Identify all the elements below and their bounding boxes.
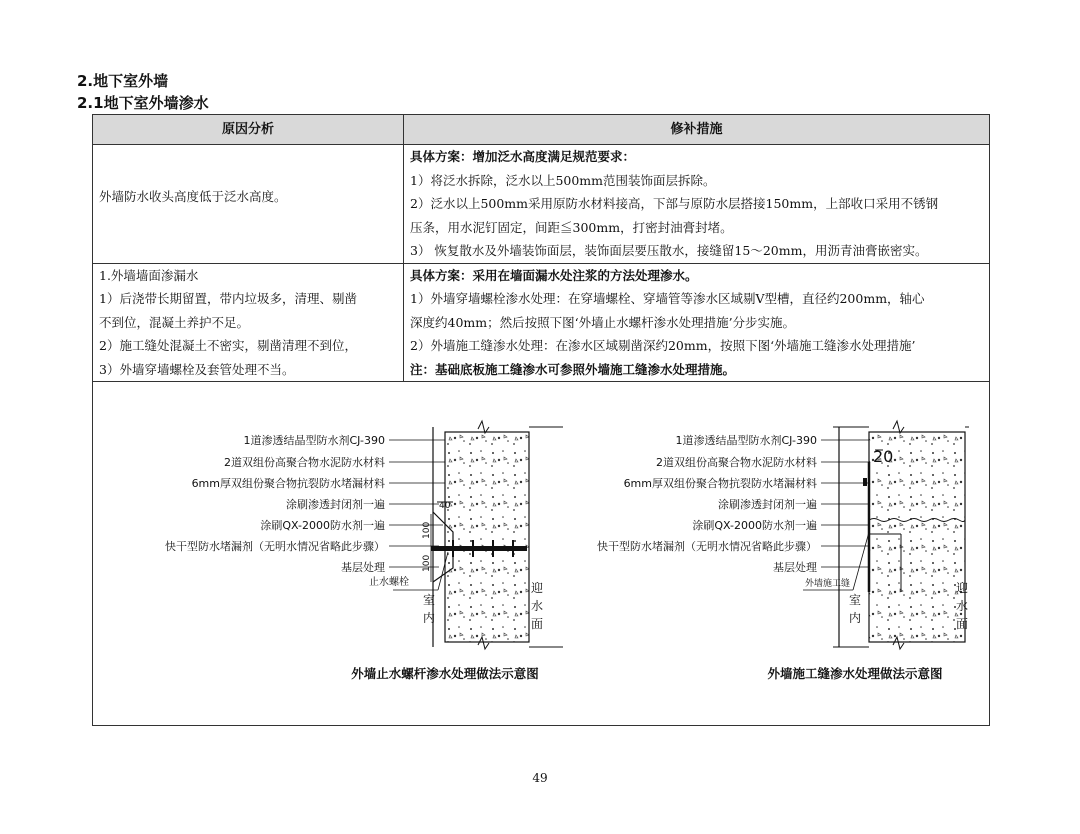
row2-step: 1）外墙穿墙螺栓渗水处理：在穿墙螺栓、穿墙管等渗水区域剔V型槽，直径约200mm，轴心 xyxy=(410,291,925,306)
row2-step: 2）外墙施工缝渗水处理：在渗水区域剔凿深约20mm，按照下图‘外墙施工缝渗水处理措施’ xyxy=(410,338,916,353)
row2-cause-line: 3）外墙穿墙螺栓及套管处理不当。 xyxy=(99,361,295,377)
row2-cause-line: 1.外墙墙面渗漏水 xyxy=(99,267,199,283)
row2-cause-line: 1）后浇带长期留置，带内垃圾多，清理、剔凿 xyxy=(99,291,357,306)
row1-plan-title: 具体方案：增加泛水高度满足规范要求： xyxy=(410,149,636,164)
left-wall xyxy=(445,432,529,642)
left-layer-6: 快干型防水堵漏剂（无明水情况省略此步骤） xyxy=(165,540,385,553)
row1-step: 2）泛水以上500mm采用原防水材料接高，下部与原防水层搭接150mm，上部收口采用不锈钢 xyxy=(410,196,939,211)
right-layer-1: 1道渗透结晶型防水剂CJ-390 xyxy=(675,434,817,447)
page-number: 49 xyxy=(532,771,548,785)
right-water-face-3: 面 xyxy=(956,617,969,631)
left-layer-4: 涂刷渗透封闭剂一遍 xyxy=(286,498,385,511)
detail-drawings xyxy=(93,382,989,717)
row2-cause-line: 2）施工缝处混凝土不密实，剔凿清理不到位， xyxy=(99,338,357,353)
left-drawing xyxy=(165,421,563,681)
row2-measures xyxy=(404,263,990,382)
right-water-face-1: 迎 xyxy=(956,581,969,595)
row2-note: 注：基础底板施工缝渗水可参照外墙施工缝渗水处理措施。 xyxy=(410,361,736,377)
row1-measures xyxy=(404,145,990,264)
section-heading: 2.地下室外墙 xyxy=(77,72,169,90)
left-caption: 外墙止水螺杆渗水处理做法示意图 xyxy=(351,666,539,681)
left-indoor-1: 室 xyxy=(423,593,436,607)
row1-cause-text: 外墙防水收头高度低于泛水高度。 xyxy=(99,189,287,204)
right-water-face-2: 水 xyxy=(956,599,969,613)
row1-step: 1）将泛水拆除，泛水以上500mm范围装饰面层拆除。 xyxy=(410,172,716,188)
bolt-label: 止水螺栓 xyxy=(369,577,409,588)
dim-40: 40 xyxy=(439,501,451,511)
right-layer-3: 6mm厚双组份聚合物抗裂防水堵漏材料 xyxy=(623,477,817,490)
left-layer-3: 6mm厚双组份聚合物抗裂防水堵漏材料 xyxy=(191,477,385,490)
left-water-face-1: 迎 xyxy=(531,581,544,595)
left-layer-2: 2道双组份高聚合物水泥防水材料 xyxy=(224,456,385,469)
dim-100a: 100 xyxy=(422,521,432,539)
subsection-heading: 2.1地下室外墙渗水 xyxy=(77,94,209,112)
left-water-face-3: 面 xyxy=(531,617,544,631)
right-layer-5: 涂刷QX-2000防水剂一遍 xyxy=(692,519,817,532)
row1-step: 压条，用水泥钉固定，间距≦300mm，打密封油膏封堵。 xyxy=(410,219,733,235)
right-drawing xyxy=(597,421,969,681)
row1-step: 3） 恢复散水及外墙装饰面层，装饰面层要压散水，接缝留15～20mm，用沥青油膏嵌密实。 xyxy=(410,243,928,258)
right-layer-4: 涂刷渗透封闭剂一遍 xyxy=(718,498,817,511)
left-water-face-2: 水 xyxy=(531,599,544,613)
left-layer-1: 1道渗透结晶型防水剂CJ-390 xyxy=(243,434,385,447)
table-header-row xyxy=(93,115,990,145)
row2-cause xyxy=(93,263,404,382)
right-caption: 外墙施工缝渗水处理做法示意图 xyxy=(767,666,943,681)
right-layer-7: 基层处理 xyxy=(773,561,817,574)
header-measures: 修补措施 xyxy=(404,115,990,145)
row1-cause xyxy=(93,145,404,264)
table-row xyxy=(93,145,990,264)
header-cause: 原因分析 xyxy=(93,115,404,145)
left-layer-7: 基层处理 xyxy=(341,561,385,574)
left-layer-5: 涂刷QX-2000防水剂一遍 xyxy=(260,519,385,532)
joint-label: 外墙施工缝 xyxy=(805,579,851,589)
row2-plan-title: 具体方案：采用在墙面漏水处注浆的方法处理渗水。 xyxy=(410,267,698,283)
dim-100b: 100 xyxy=(422,554,432,572)
repair-table xyxy=(92,114,990,726)
right-indoor-1: 室 xyxy=(849,593,862,607)
row2-cause-line: 不到位，混凝土养护不足。 xyxy=(99,314,250,330)
figure-row xyxy=(93,382,990,726)
left-indoor-2: 内 xyxy=(423,611,436,625)
table-row xyxy=(93,263,990,382)
row2-step: 深度约40mm；然后按照下图‘外墙止水螺杆渗水处理措施’分步实施。 xyxy=(410,314,796,330)
dim-20: 20 xyxy=(873,447,894,466)
right-indoor-2: 内 xyxy=(849,611,862,625)
right-layer-6: 快干型防水堵漏剂（无明水情况省略此步骤） xyxy=(597,540,817,553)
right-layer-2: 2道双组份高聚合物水泥防水材料 xyxy=(656,456,817,469)
figure-cell xyxy=(93,382,990,726)
